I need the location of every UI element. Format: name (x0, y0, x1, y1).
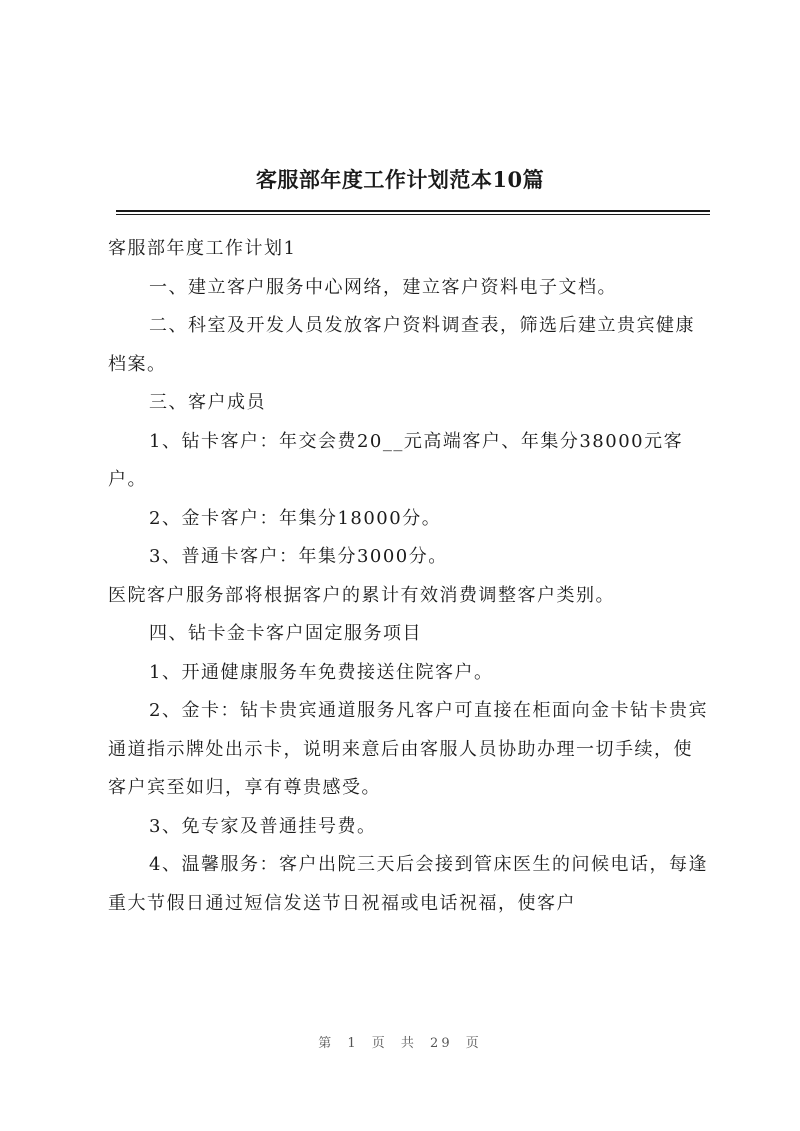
paragraph: 二、科室及开发人员发放客户资料调查表，筛选后建立贵宾健康档案。 (108, 315, 695, 375)
paragraph: 1、开通健康服务车免费接送住院客户。 (149, 661, 494, 683)
title-divider-thick (116, 210, 710, 212)
paragraph: 1、钻卡客户：年交会费20__元高端客户、年集分38000元客户。 (108, 430, 684, 490)
paragraph: 2、金卡客户：年集分18000分。 (149, 507, 442, 529)
paragraph: 三、客户成员 (149, 392, 266, 413)
paragraph: 一、建立客户服务中心网络，建立客户资料电子文档。 (149, 276, 617, 298)
title-divider-thin (116, 214, 710, 215)
paragraph: 医院客户服务部将根据客户的累计有效消费调整客户类别。 (108, 584, 615, 606)
document-title: 客服部年度工作计划范本10篇 (255, 167, 545, 192)
page-footer: 第 1 页 共 29 页 (318, 1036, 482, 1051)
paragraph: 2、金卡：钻卡贵宾通道服务凡客户可直接在柜面向金卡钻卡贵宾通道指示牌处出示卡，说明来意后由客服人员协助办理一切手续，使客户宾至如归，享有尊贵感受。 (108, 700, 708, 798)
section-heading: 客服部年度工作计划1 (108, 238, 297, 259)
paragraph: 4、温馨服务：客户出院三天后会接到管床医生的问候电话，每逢重大节假日通过短信发送节日祝福或电话祝福，使客户 (108, 854, 708, 914)
paragraph: 四、钻卡金卡客户固定服务项目 (149, 623, 422, 644)
paragraph: 3、免专家及普通挂号费。 (149, 815, 377, 837)
document-body (108, 230, 708, 923)
paragraph: 3、普通卡客户：年集分3000分。 (149, 546, 448, 567)
